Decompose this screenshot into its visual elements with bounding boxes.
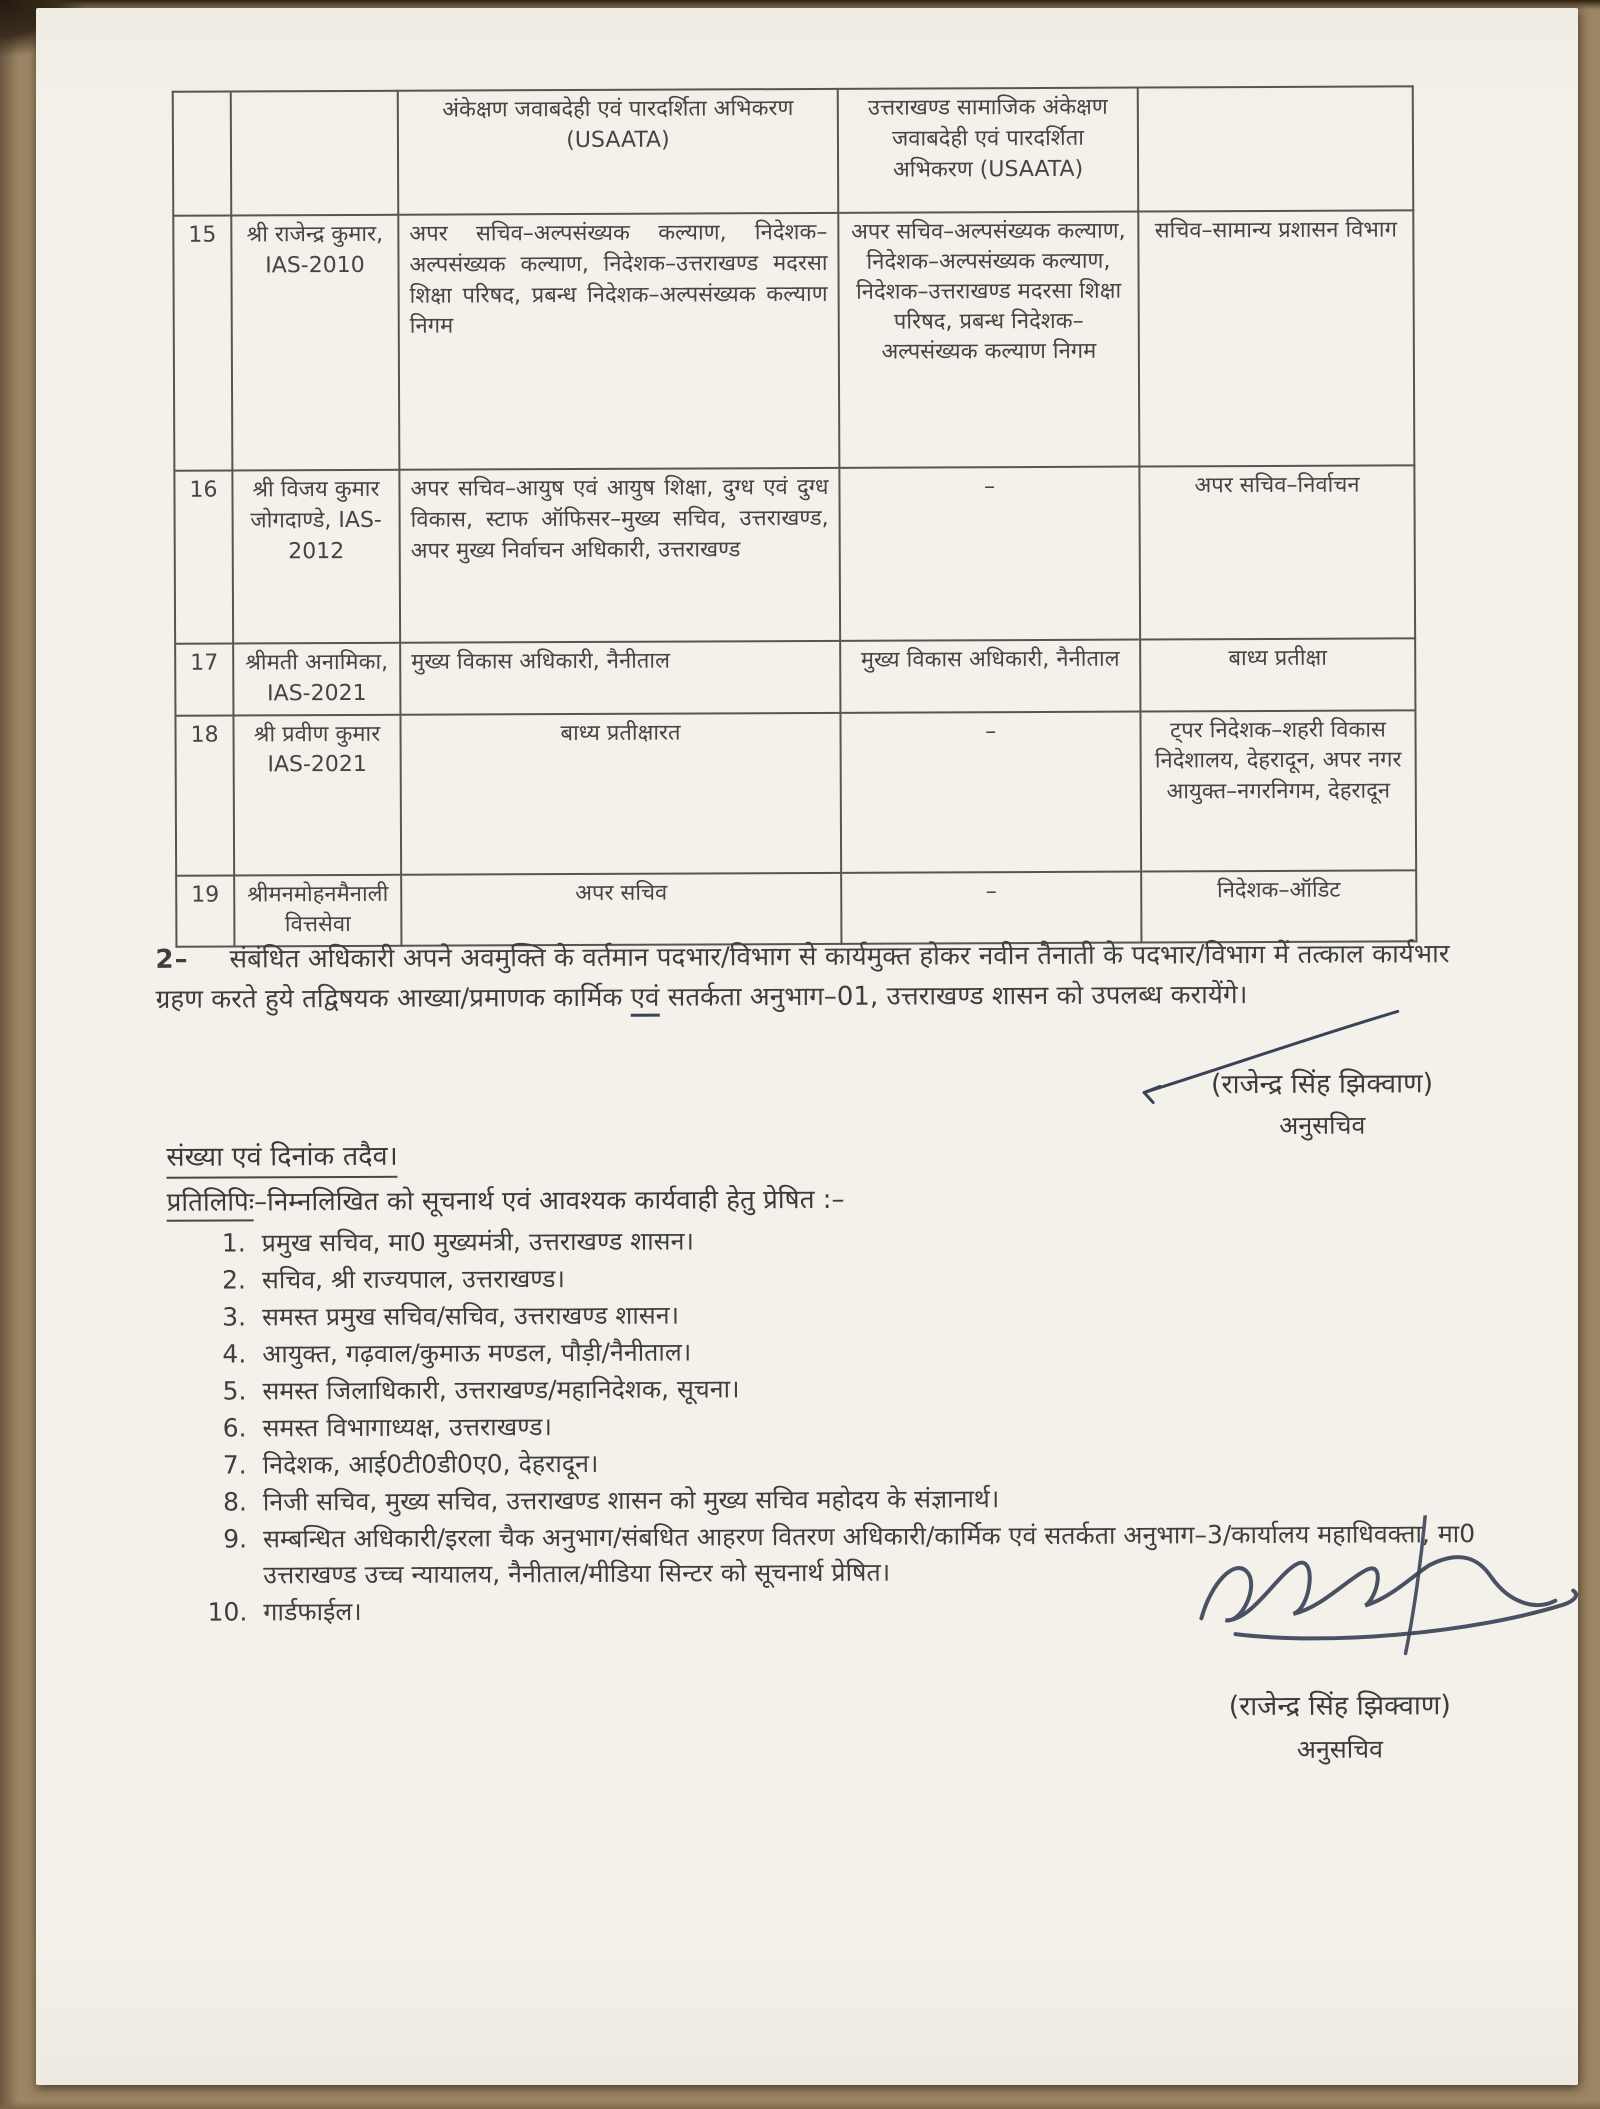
list-item-number: 2. — [221, 1265, 246, 1295]
pen-underlined-word: एवं — [631, 983, 660, 1017]
cell-new-posting: सचिव–सामान्य प्रशासन विभाग — [1138, 210, 1414, 466]
cell-additional-charge: – — [841, 871, 1141, 944]
table-row-16 — [174, 465, 1415, 643]
table-row-18 — [175, 710, 1416, 875]
list-item-number: 6. — [222, 1413, 247, 1443]
cell-name: श्री राजेन्द्र कुमार, IAS-2010 — [231, 215, 399, 471]
scan-edge-left — [0, 0, 18, 2109]
table-row-17 — [175, 638, 1415, 715]
cell-sr: 18 — [175, 715, 234, 875]
cell-additional-charge: – — [840, 711, 1141, 872]
paragraph-2-text-end: सतर्कता अनुभाग–01, उत्तराखण्ड शासन को उपलब्ध करायेंगे। — [659, 980, 1248, 1013]
officer-transfer-table — [172, 85, 1418, 948]
list-item — [198, 1368, 1498, 1410]
list-item-number: 3. — [222, 1302, 247, 1332]
list-item — [198, 1220, 1498, 1262]
copy-heading-rest: –निम्नलिखित को सूचनार्थ एवं आवश्यक कार्यवाही हेतु प्रेषित :– — [253, 1184, 845, 1218]
list-item-text: निदेशक, आई0टी0डी0ए0, देहरादून। — [262, 1448, 599, 1480]
cell-current-charge: अपर सचिव–अल्पसंख्यक कल्याण, निदेशक–अल्पसंख्यक कल्याण, निदेशक–उत्तराखण्ड मदरसा शिक्षा परिषद, प्रबन्ध निदेशक–अल्पसंख्यक कल्याण निगम — [398, 213, 839, 470]
cell-additional-charge: – — [839, 467, 1140, 641]
cell-new-posting: ट्पर निदेशक–शहरी विकास निदेशालय, देहरादून, अपर नगर आयुक्त–नगरनिगम, देहरादून — [1140, 710, 1416, 871]
list-item-number: 4. — [222, 1339, 247, 1369]
list-item-text: गार्डफाईल। — [263, 1596, 362, 1627]
cell-name: श्री प्रवीण कुमार IAS-2021 — [233, 714, 401, 875]
distribution-list — [198, 1220, 1500, 1632]
cell-name: श्रीमनमोहनमैनाली वित्तसेवा — [234, 874, 401, 946]
list-item — [198, 1405, 1498, 1447]
signatory-title: अनुसचिव — [1279, 1110, 1366, 1140]
cell-name: श्री विजय कुमार जोगदाण्डे, IAS-2012 — [232, 470, 400, 644]
cell-additional-charge: मुख्य विकास अधिकारी, नैनीताल — [840, 640, 1140, 713]
list-item-number: 1. — [221, 1228, 246, 1258]
cell-new-posting: बाध्य प्रतीक्षा — [1140, 638, 1415, 711]
reference-number-line: संख्या एवं दिनांक तदैव। — [166, 1136, 398, 1179]
signature-block-bottom — [1140, 1685, 1540, 1767]
cell-sr: 19 — [176, 875, 234, 947]
paragraph-2 — [155, 934, 1449, 1020]
cell-current-charge: अंकेक्षण जवाबदेही एवं पारदर्शिता अभिकरण (USAATA) — [398, 89, 839, 215]
cell-current-charge: अपर सचिव — [401, 872, 841, 946]
signatory-name: (राजेन्द्र सिंह झिक्वाण) — [1228, 1690, 1451, 1723]
list-item-text: सम्बन्धित अधिकारी/इरला चैक अनुभाग/संबधित आहरण वितरण अधिकारी/कार्मिक एवं सतर्कता अनुभाग–3/कार्यालय महाधिवक्ता, मा0 उत्तराखण्ड उच्च न्यायालय, नैनीताल/मीडिया सिन्टर को सूचनार्थ प्रेषित। — [262, 1519, 1476, 1590]
signature-block-top — [1132, 1063, 1512, 1143]
copy-distribution-heading — [166, 1180, 844, 1219]
list-item-number: 8. — [222, 1487, 247, 1517]
list-item-text: सचिव, श्री राज्यपाल, उत्तराखण्ड। — [261, 1264, 566, 1295]
scan-edge-bottom — [0, 2101, 1600, 2109]
table-row-carryover — [173, 86, 1414, 215]
list-item — [198, 1294, 1498, 1336]
cell-current-charge: अपर सचिव–आयुष एवं आयुष शिक्षा, दुग्ध एवं दुग्ध विकास, स्टाफ ऑफिसर–मुख्य सचिव, उत्तराखण्ड, अपर मुख्य निर्वाचन अधिकारी, उत्तराखण्ड — [399, 468, 840, 643]
list-item — [198, 1331, 1498, 1373]
cell-new-posting: निदेशक–ऑडिट — [1141, 870, 1416, 943]
list-item-text: समस्त जिलाधिकारी, उत्तराखण्ड/महानिदेशक, सूचना। — [262, 1374, 740, 1406]
cell-current-charge: बाध्य प्रतीक्षारत — [400, 712, 841, 874]
scanned-document-page — [36, 8, 1578, 2085]
list-item-number: 7. — [222, 1450, 247, 1480]
cell-name — [231, 91, 399, 216]
cell-additional-charge: उत्तराखण्ड सामाजिक अंकेक्षण जवाबदेही एवं पारदर्शिता अभिकरण (USAATA) — [838, 88, 1139, 213]
list-item-number: 5. — [222, 1376, 247, 1406]
list-item-text: समस्त विभागाध्यक्ष, उत्तराखण्ड। — [262, 1412, 552, 1443]
list-item — [199, 1442, 1499, 1484]
signatory-name: (राजेन्द्र सिंह झिक्वाण) — [1210, 1068, 1434, 1101]
cell-sr: 17 — [175, 644, 233, 716]
cell-current-charge: मुख्य विकास अधिकारी, नैनीताल — [400, 641, 840, 715]
list-item-text: निजी सचिव, मुख्य सचिव, उत्तराखण्ड शासन को मुख्य सचिव महोदय के संज्ञानार्थ। — [262, 1484, 1000, 1517]
list-item — [199, 1516, 1499, 1594]
list-item-text: समस्त प्रमुख सचिव/सचिव, उत्तराखण्ड शासन। — [262, 1300, 680, 1332]
copy-heading-word: प्रतिलिपिः — [167, 1187, 255, 1221]
list-item-text: प्रमुख सचिव, मा0 मुख्यमंत्री, उत्तराखण्ड शासन। — [261, 1226, 694, 1258]
list-item — [199, 1479, 1499, 1521]
cell-name: श्रीमती अनामिका, IAS-2021 — [233, 643, 400, 715]
list-item-text: आयुक्त, गढ़वाल/कुमाऊ मण्डल, पौड़ी/नैनीताल। — [262, 1337, 692, 1369]
cell-new-posting: अपर सचिव–निर्वाचन — [1139, 465, 1415, 639]
list-item-number: 10. — [207, 1597, 248, 1627]
cell-additional-charge: अपर सचिव–अल्पसंख्यक कल्याण, निदेशक–अल्पसंख्यक कल्याण, निदेशक–उत्तराखण्ड मदरसा शिक्षा परिषद, प्रबन्ध निदेशक–अल्पसंख्यक कल्याण निगम — [838, 212, 1139, 468]
paragraph-2-number: 2– — [155, 944, 189, 975]
table-row-15 — [173, 210, 1414, 470]
list-item-number: 9. — [223, 1524, 248, 1554]
paragraph-2-text: संबंधित अधिकारी अपने अवमुक्ति के वर्तमान पदभार/विभाग से कार्यमुक्त होकर नवीन तैनाती के पदभार/विभाग में तत्काल कार्यभार ग्रहण करते हुये तद्विषयक आख्या/प्रमाणक कार्मिक — [155, 939, 1450, 1015]
list-item — [199, 1589, 1499, 1631]
list-item — [198, 1257, 1498, 1299]
cell-sr — [173, 92, 232, 216]
page-content — [32, 5, 1583, 2089]
cell-new-posting — [1138, 86, 1414, 211]
signatory-title: अनुसचिव — [1296, 1734, 1384, 1764]
cell-sr: 16 — [174, 471, 233, 644]
cell-sr: 15 — [173, 216, 232, 471]
